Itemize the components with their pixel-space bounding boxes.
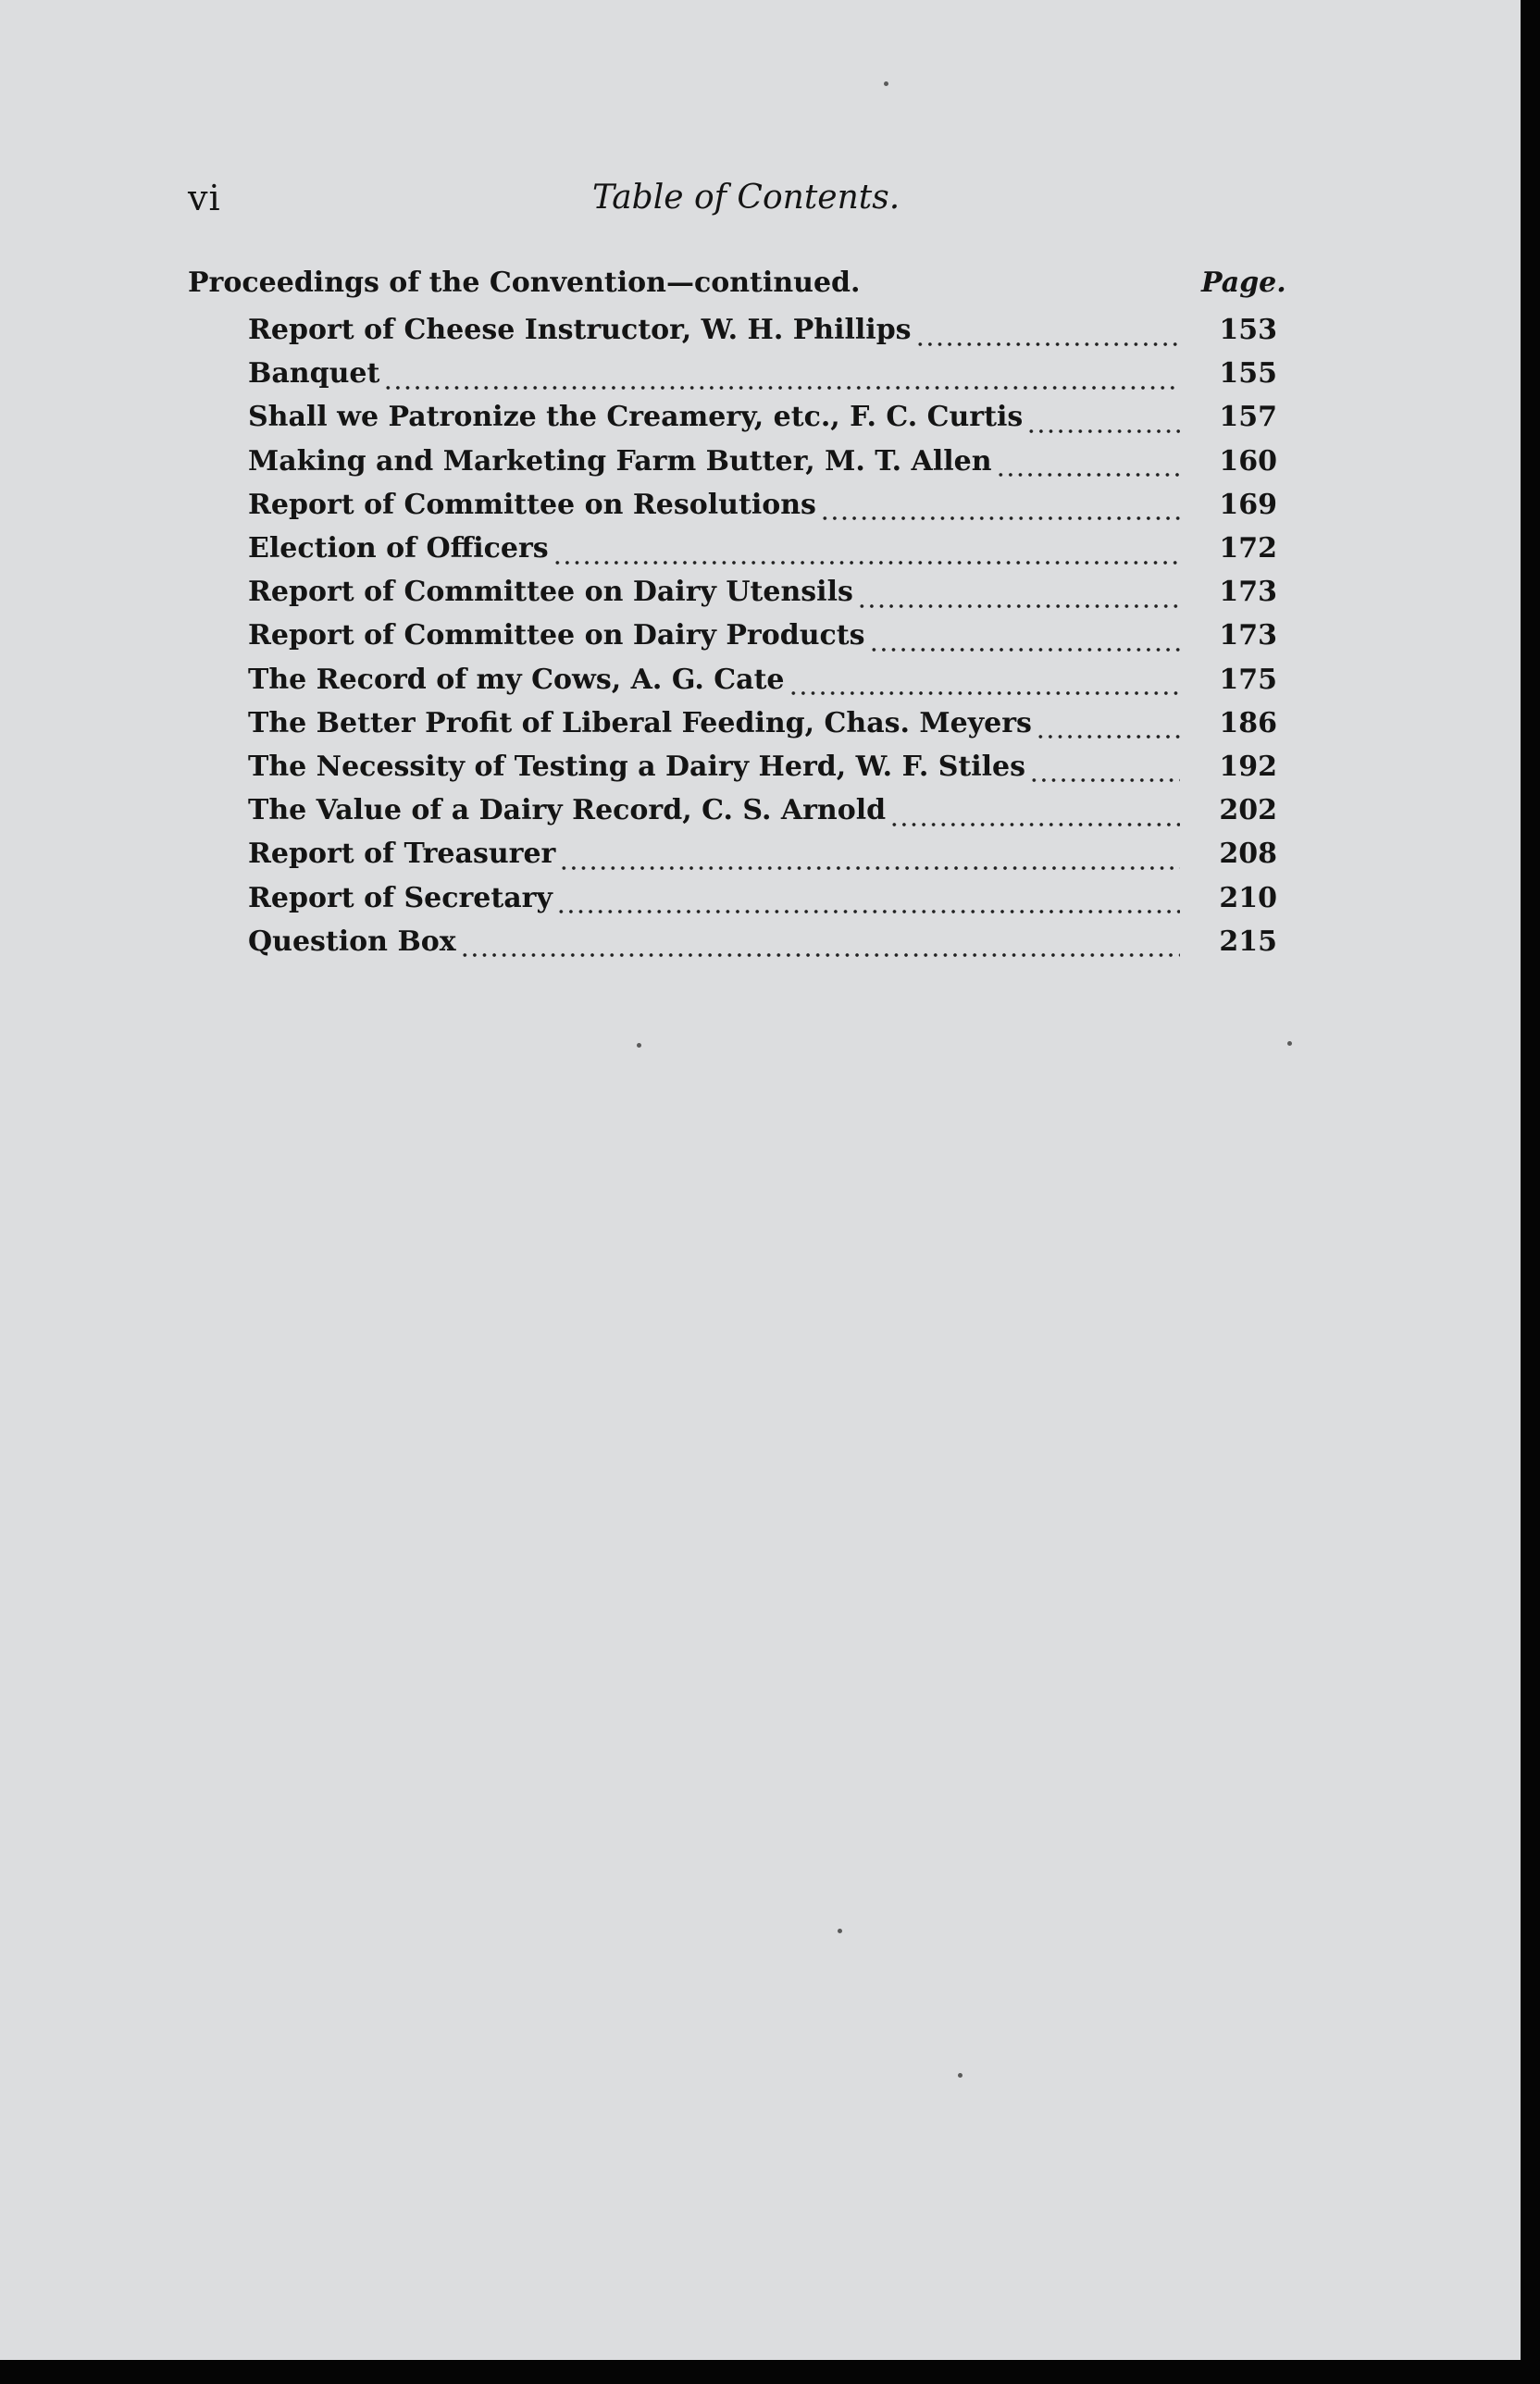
toc-entry <box>248 788 1277 832</box>
toc-entry-page: 169 <box>1219 488 1277 521</box>
toc-entry-page: 192 <box>1219 750 1277 783</box>
toc-entry-title: Election of Officers <box>248 532 549 565</box>
dot-leader <box>889 801 1180 828</box>
toc-entry <box>248 745 1277 788</box>
dot-leader <box>820 494 1180 522</box>
toc-list <box>248 308 1277 963</box>
toc-entry <box>248 832 1277 875</box>
toc-entry-title: The Better Profit of Liberal Feeding, Chas. Meyers <box>248 706 1032 739</box>
toc-entry <box>248 308 1277 352</box>
toc-entry-title: Shall we Patronize the Creamery, etc., F. C. Curtis <box>248 401 1024 434</box>
dot-leader <box>383 364 1180 391</box>
toc-entry-title: Report of Committee on Dairy Utensils <box>248 576 853 609</box>
toc-entry-title: Report of Secretary <box>248 881 553 914</box>
dot-leader <box>915 320 1181 348</box>
scan-border-bottom <box>0 2360 1540 2384</box>
toc-entry-page: 215 <box>1219 925 1277 958</box>
toc-entry-page: 172 <box>1219 532 1277 565</box>
toc-entry-page: 153 <box>1219 314 1277 347</box>
toc-entry <box>248 570 1277 614</box>
dot-leader <box>1029 756 1180 784</box>
toc-entry-title: The Value of a Dairy Record, C. S. Arnold <box>248 794 887 827</box>
toc-entry-page: 175 <box>1219 663 1277 696</box>
toc-entry-title: The Necessity of Testing a Dairy Herd, W. F. Stiles <box>248 750 1026 783</box>
toc-entry-page: 202 <box>1219 794 1277 827</box>
toc-entry <box>248 875 1277 919</box>
paper-speck <box>958 2073 962 2078</box>
toc-entry-title: Making and Marketing Farm Butter, M. T. Allen <box>248 444 992 478</box>
toc-entry-title: The Record of my Cows, A. G. Cate <box>248 663 785 696</box>
toc-entry <box>248 527 1277 570</box>
paper-speck <box>1287 1041 1292 1046</box>
toc-entry-title: Banquet <box>248 357 380 391</box>
paper-speck <box>884 81 888 86</box>
toc-entry-page: 210 <box>1219 881 1277 914</box>
page-column-label: Page. <box>1201 267 1286 299</box>
dot-leader <box>1026 407 1180 435</box>
paper-speck <box>637 1043 641 1048</box>
toc-entry-page: 160 <box>1219 444 1277 478</box>
toc-entry-title: Report of Committee on Dairy Products <box>248 619 865 652</box>
paper-speck <box>838 1929 842 1933</box>
section-heading: Proceedings of the Convention—continued. <box>188 267 861 299</box>
dot-leader <box>556 888 1180 915</box>
dot-leader <box>1036 713 1180 740</box>
toc-entry <box>248 440 1277 483</box>
toc-entry <box>248 483 1277 527</box>
dot-leader <box>559 844 1180 872</box>
dot-leader <box>869 626 1181 653</box>
toc-entry <box>248 702 1277 745</box>
toc-entry-page: 157 <box>1219 401 1277 434</box>
toc-entry <box>248 352 1277 395</box>
dot-leader <box>996 451 1181 478</box>
toc-entry-page: 173 <box>1219 576 1277 609</box>
toc-entry-page: 208 <box>1219 838 1277 871</box>
toc-entry-title: Report of Cheese Instructor, W. H. Phillips <box>248 314 912 347</box>
toc-entry <box>248 395 1277 439</box>
running-title: Table of Contents. <box>592 179 900 217</box>
toc-entry <box>248 658 1277 702</box>
toc-entry-page: 155 <box>1219 357 1277 391</box>
scan-border-right <box>1521 0 1540 2384</box>
dot-leader <box>460 931 1181 959</box>
page-number: vi <box>188 178 221 218</box>
toc-entry-title: Report of Committee on Resolutions <box>248 488 816 521</box>
dot-leader <box>553 539 1181 566</box>
toc-entry-page: 186 <box>1219 706 1277 739</box>
dot-leader <box>789 669 1181 697</box>
toc-entry-title: Question Box <box>248 925 456 958</box>
toc-entry-title: Report of Treasurer <box>248 838 556 871</box>
toc-entry-page: 173 <box>1219 619 1277 652</box>
dot-leader <box>857 582 1181 610</box>
toc-entry <box>248 614 1277 657</box>
toc-entry <box>248 920 1277 963</box>
